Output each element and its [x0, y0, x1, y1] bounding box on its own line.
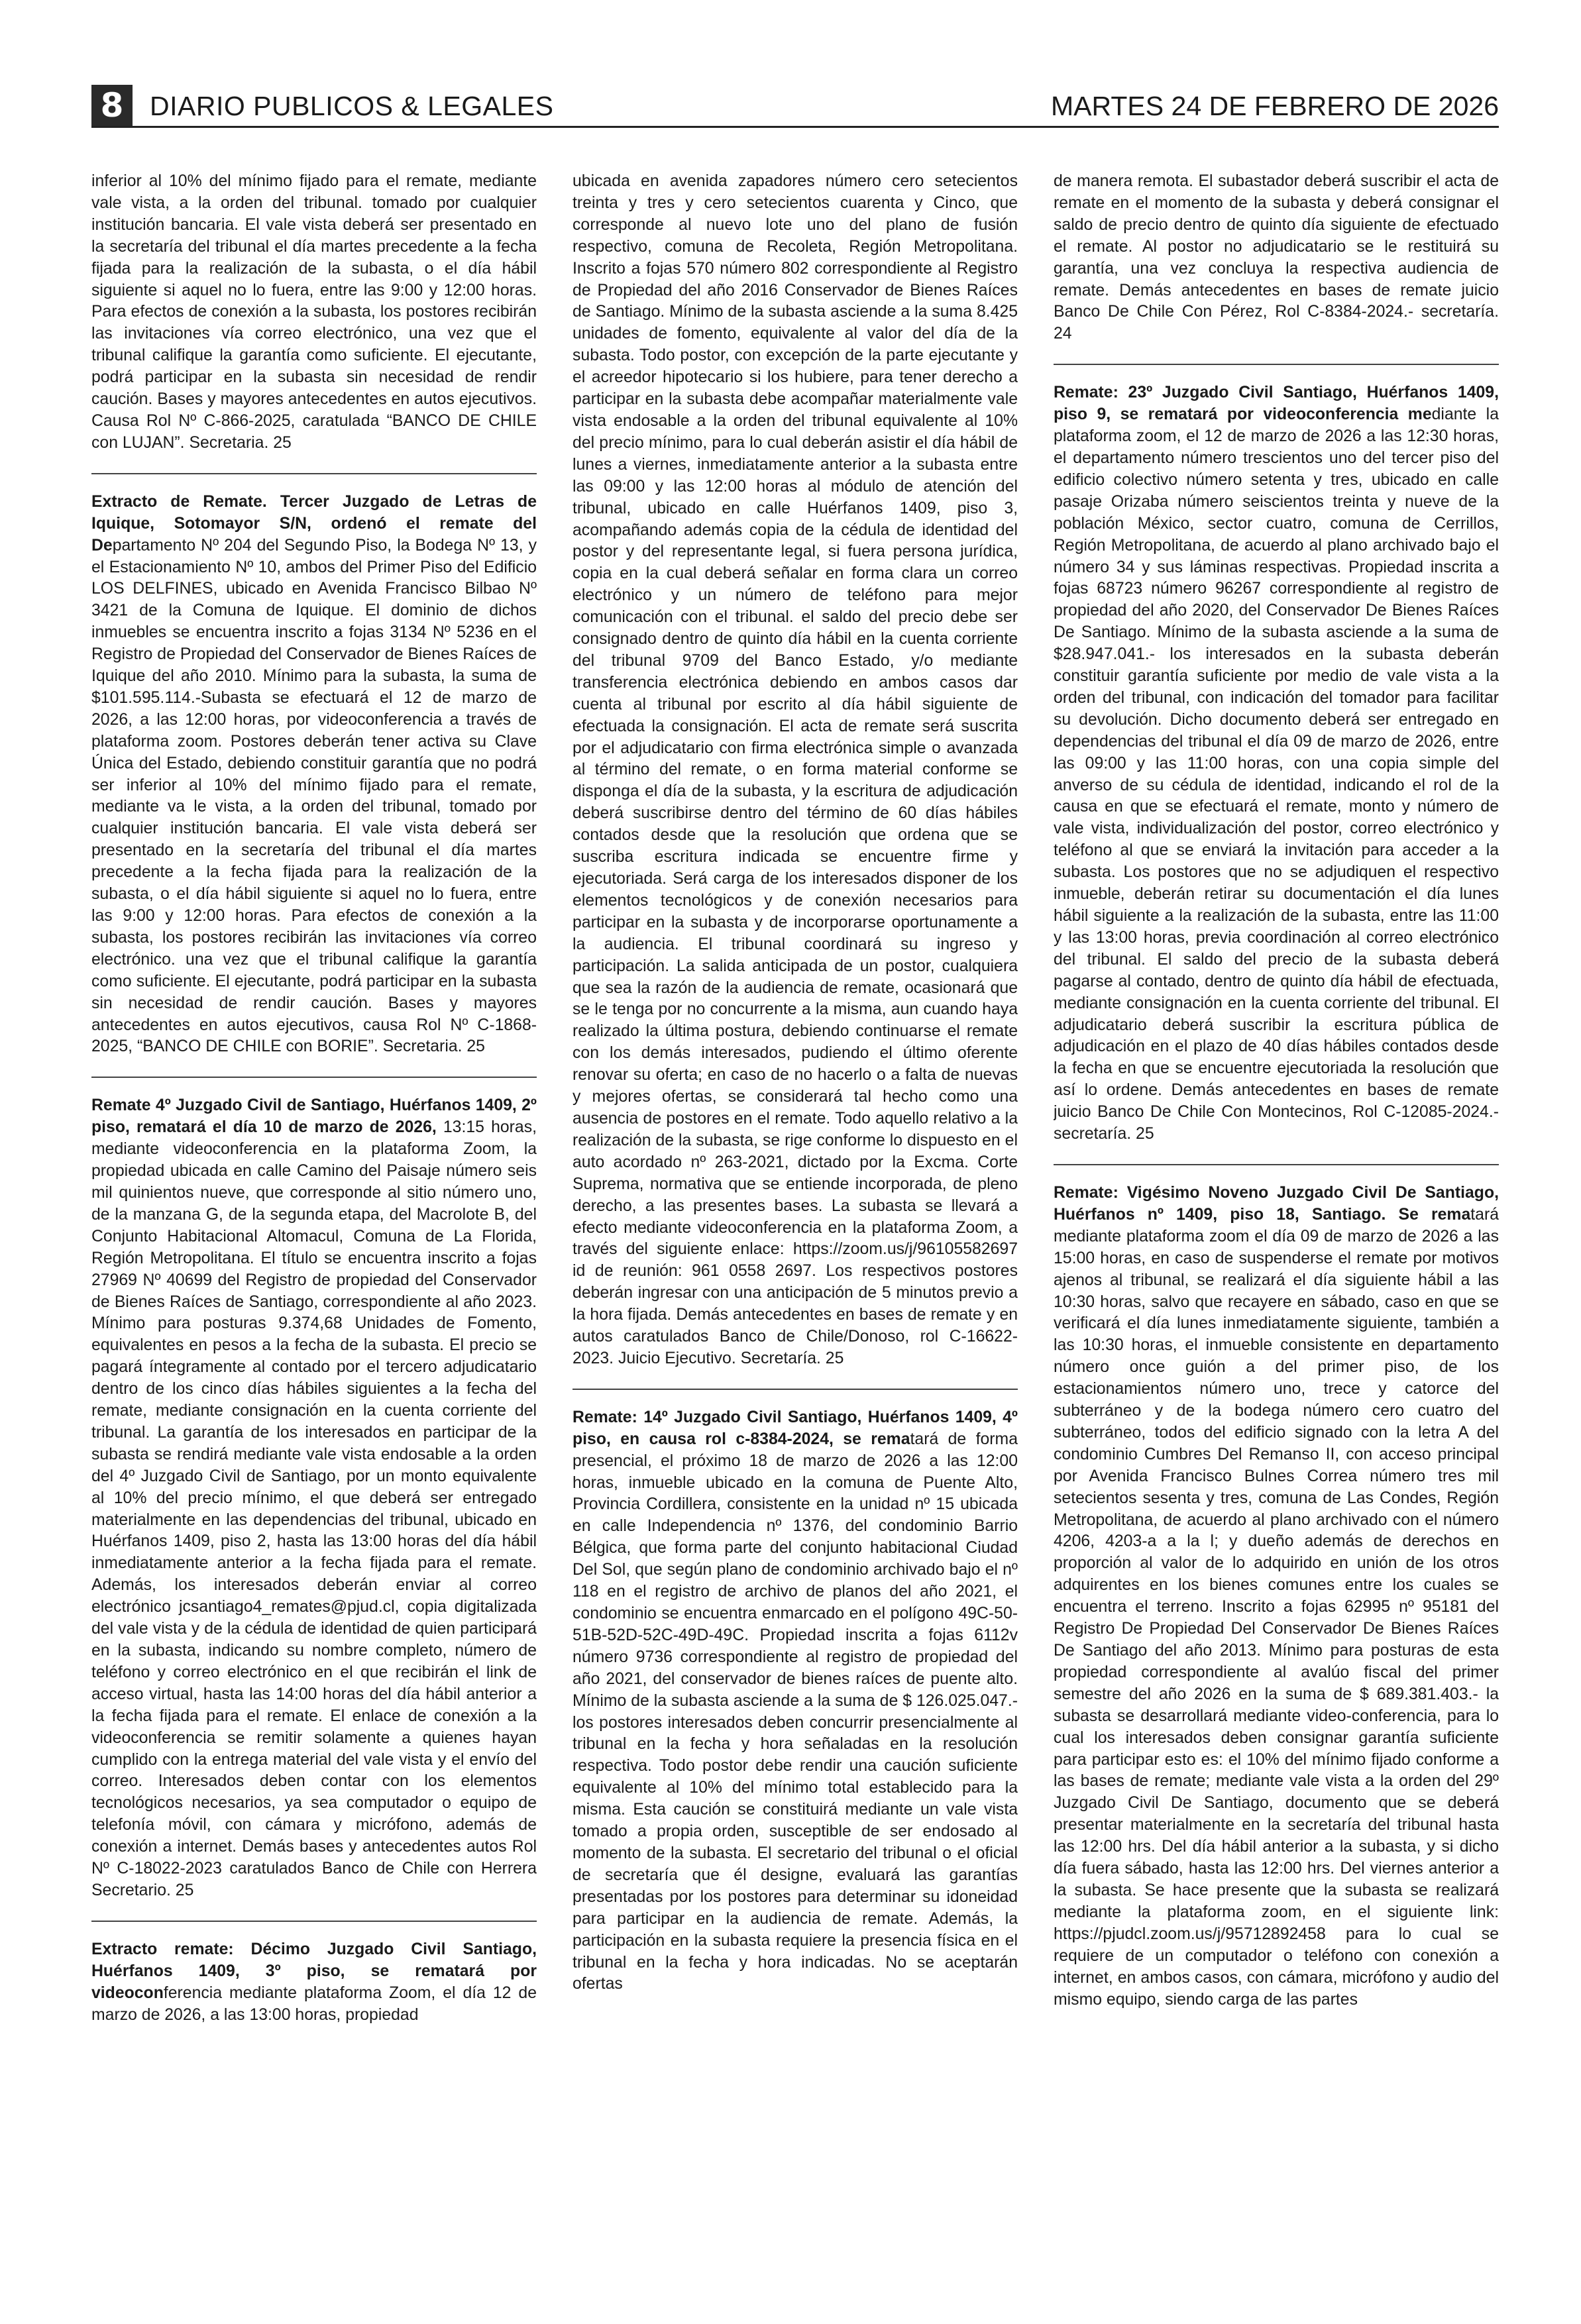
- notice-body: ferencia mediante plataforma Zoom, el día 12 de marzo de 2026, a las 13:00 horas, propiedad: [91, 1983, 537, 2024]
- notice-body: partamento Nº 204 del Segundo Piso, la Bodega Nº 13, y el Estacionamiento Nº 10, ambos del Primer Piso del Edificio LOS DELFINES, ubicado en Avenida Francisco Bilbao Nº 3421 de la Comuna de Iquique. El dominio de dichos inmuebles se encuentra inscrito a fojas 3134 Nº 5236 en el Registro de Propiedad del Conservador de Bienes Raíces de Iquique del año 2010. Mínimo para la subasta, la suma de $101.595.114.-Subasta se efectuará el 12 de marzo de 2026, a las 12:00 horas, por videoconferencia a través de plataforma zoom. Postores deberán tener activa su Clave Única del Estado, debiendo constituir garantía que no podrá ser inferior al 10% del mínimo fijado para el remate, mediante va le vista, a la orden del tribunal, tomado por cualquier institución bancaria. El vale vista deberá ser presentado en la secretaría del tribunal el día martes precedente a la fecha fijada para la realización de la subasta, o el día hábil siguiente si aquel no lo fuera, entre las 9:00 y 12:00 horas. Para efectos de conexión a la subasta, los postores recibirán las invitaciones vía correo electrónico. una vez que el tribunal califique la garantía como suficiente. El ejecutante, podrá participar en la subasta sin necesidad de rendir caución. Bases y mayores antecedentes en autos ejecutivos, causa Rol Nº C-1868-2025, “BANCO DE CHILE con BORIE”. Secretaria. 25: [91, 536, 537, 1056]
- notice-divider: [91, 1921, 537, 1922]
- notice-body: inferior al 10% del mínimo fijado para el remate, mediante vale vista, a la orden del tribunal. tomado por cualquier institución bancaria. El vale vista deberá ser presentado en la secretaría del tribunal el día martes precedente a la fecha fijada para la realización de la subasta, o el día hábil siguiente si aquel no lo fuera, entre las 9:00 y 12:00 horas. Para efectos de conexión a la subasta, los postores recibirán las invitaciones vía correo electrónico, una vez que el tribunal califique la garantía como suficiente. El ejecutante, podrá participar en la subasta sin necesidad de rendir caución. Bases y mayores antecedentes en autos ejecutivos. Causa Rol Nº C-866-2025, caratulada “BANCO DE CHILE con LUJAN”. Secretaria. 25: [91, 172, 537, 452]
- notice-body: tará de forma presencial, el próximo 18 de marzo de 2026 a las 12:00 horas, inmueble ubicado en la comuna de Puente Alto, Provincia Cordillera, consistente en la unidad nº 15 ubicada en calle Independencia nº 1376, del condominio Barrio Bélgica, que forma parte del conjunto habitacional Ciudad Del Sol, que según plano de condominio archivado bajo el nº 118 en el registro de archivo de planos del año 2021, el condominio se encuentra enmarcado en el polígono 49C-50-51B-52D-52C-49D-49C. Propiedad inscrita a fojas 6112v número 9736 correspondiente al registro de propiedad del año 2021, del conservador de bienes raíces de puente alto. Mínimo de la subasta asciende a la suma de $ 126.025.047.- los postores interesados deben concurrir presencialmente al tribunal en la fecha y hora señaladas en la resolución respectiva. Todo postor debe rendir una caución suficiente equivalente al 10% del mínimo total establecido para la misma. Esta caución se constituirá mediante un vale vista tomado a propia orden, susceptible de ser endosado al momento de la subasta. El secretario del tribunal o el oficial de secretaría que él designe, evaluará las garantías presentadas por los postores para determinar su idoneidad para participar en la audiencia de remate. Además, la participación en la subasta requiere la presencia física en el tribunal en la fecha y hora indicadas. No se aceptarán ofertas: [572, 1430, 1018, 1993]
- notice: [1054, 171, 1499, 345]
- notice-heading: Remate 4º Juzgado Civil de Santiago, Huérfanos 1409, 2º piso, rematará el día 10 de marzo de 2026,: [91, 1096, 537, 1137]
- notice-body: 13:15 horas, mediante videoconferencia en la plataforma Zoom, la propiedad ubicada en calle Camino del Paisaje número seis mil quinientos nueve, que corresponde al sitio número uno, de la manzana G, de la segunda etapa, del Macrolote B, del Conjunto Habitacional Altomacul, Comuna de La Florida, Región Metropolitana. El título se encuentra inscrito a fojas 27969 Nº 40699 del Registro de propiedad del Conservador de Bienes Raíces de Santiago, correspondiente al año 2023. Mínimo para posturas 9.374,68 Unidades de Fomento, equivalentes en pesos a la fecha de la subasta. El precio se pagará íntegramente al contado por el tercero adjudicatario dentro de los cinco días hábiles siguientes a la fecha del remate, mediante consignación en la cuenta corriente del tribunal. La garantía de los interesados en participar de la subasta se rendirá mediante vale vista endosable a la orden del 4º Juzgado Civil de Santiago, por un monto equivalente al 10% del precio mínimo, el que deberá ser entregado materialmente en las dependencias del tribunal, ubicado en Huérfanos 1409, piso 2, hasta las 13:00 horas del día hábil inmediatamente anterior a la fecha fijada para el remate. Además, los interesados deberán enviar al correo electrónico jcsantiago4_remates@pjud.cl, copia digitalizada del vale vista y de la cédula de identidad de quien participará en la subasta, indicando su nombre completo, número de teléfono y correo electrónico en el que recibirán el link de acceso virtual, hasta las 14:00 horas del día hábil anterior a la fecha fijada para el remate. El enlace de conexión a la videoconferencia se remitir solamente a quienes hayan cumplido con la entrega material del vale vista y el envío del correo. Interesados deben contar con los elementos tecnológicos necesarios, ya sea computador o equipo de telefonía móvil, con cámara y micrófono, además de conexión a internet. Demás bases y antecedentes autos Rol Nº C-18022-2023 caratulados Banco de Chile con Herrera Secretario. 25: [91, 1118, 537, 1899]
- notice-body: tará mediante plataforma zoom el día 09 de marzo de 2026 a las 15:00 horas, en caso de suspenderse el remate por motivos ajenos al tribunal, se realizará el día siguiente hábil a las 10:30 horas, salvo que recayere en sábado, caso en que se verificará el día lunes inmediatamente siguiente, también a las 10:30 horas, el inmueble consistente en departamento número once guión a del primer piso, de los estacionamientos número uno, trece y catorce del subterráneo y de la bodega número cero cuatro del subterráneo, todos del edificio signado con la letra A del condominio Cumbres Del Remanso II, con acceso principal por Avenida Francisco Bulnes Correa número tres mil setecientos sesenta y tres, comuna de Las Condes, Región Metropolitana, de acuerdo al plano archivado con el número 4206, 4203-a a la l; y dueño además de derechos en proporción al valor de lo adquirido en unión de los otros adquirentes en los bienes comunes entre los cuales se encuentra el terreno. Inscrito a fojas 62995 nº 95181 del Registro De Propiedad Del Conservador De Bienes Raíces De Santiago del año 2013. Mínimo para posturas de esta propiedad correspondiente al avalúo fiscal del primer semestre del año 2026 en la suma de $ 689.381.403.- la subasta se desarrollará mediante video-conferencia, para lo cual los interesados deben consignar garantía suficiente para participar esto es: el 10% del mínimo fijado conforme a las bases de remate; mediante vale vista a la orden del 29º Juzgado Civil De Santiago, documento que se deberá presentar materialmente en la secretaría del tribunal hasta las 12:00 hrs. Del día hábil anterior a la subasta, y si dicho día fuera sábado, hasta las 12:00 hrs. Del viernes anterior a la subasta. Se hace presente que la subasta se realizará mediante la plataforma zoom, en el siguiente link: https://pjudcl.zoom.us/j/95712892458 para lo cual se requiere de un computador o teléfono con conexión a internet, en ambos casos, con cámara, micrófono y audio del mismo equipo, siendo carga de las partes: [1054, 1205, 1499, 2009]
- page-number: 8: [91, 85, 133, 126]
- notice-divider: [572, 1389, 1018, 1390]
- publication-title: DIARIO PUBLICOS & LEGALES: [150, 91, 554, 121]
- notice-heading: Extracto de Remate. Tercer Juzgado de Letras de Iquique, Sotomayor S/N, ordenó el remate del De: [91, 492, 537, 555]
- page-header: [91, 85, 1499, 128]
- notice-divider: [1054, 1164, 1499, 1165]
- notice: [91, 171, 537, 454]
- notice-heading: Extracto remate: Décimo Juzgado Civil Santiago, Huérfanos 1409, 3º piso, se rematará por videocon: [91, 1940, 537, 2002]
- column-3: [1054, 171, 1499, 2278]
- notice: [1054, 1183, 1499, 2011]
- notice: [572, 1407, 1018, 1995]
- notice: [1054, 382, 1499, 1145]
- notice-divider: [91, 473, 537, 474]
- notice-divider: [91, 1077, 537, 1078]
- notice: [572, 171, 1018, 1370]
- issue-date: MARTES 24 DE FEBRERO DE 2026: [1051, 91, 1499, 121]
- notice-divider: [1054, 364, 1499, 365]
- notice-body: diante la plataforma zoom, el 12 de marzo de 2026 a las 12:30 horas, el departamento número trescientos uno del tercer piso del edificio colectivo número setenta y tres, ubicado en calle pasaje Orizaba número seiscientos treinta y nueve de la población México, sector cuatro, comuna de Cerrillos, Región Metropolitana, de acuerdo al plano archivado bajo el número 34 y sus láminas respectivas. Propiedad inscrita a fojas 68723 número 96267 correspondiente al registro de propiedad del año 2020, del Conservador De Bienes Raíces De Santiago. Mínimo de la subasta asciende a la suma de $28.947.041.- los interesados en la subasta deberán constituir garantía suficiente por medio de vale vista a la orden del tribunal, con indicación del tomador para facilitar su devolución. Dicho documento deberá ser entregado en dependencias del tribunal el día 09 de marzo de 2026, entre las 09:00 y las 11:00 horas, con una copia simple del anverso de su cédula de identidad, indicando el rol de la causa en que se efectuará el remate, monto y número de vale vista, individualización del postor, correo electrónico y teléfono al que se enviará la invitación para acceder a la subasta. Los postores que no se adjudiquen el respectivo inmueble, deberán retirar su documentación el día lunes hábil siguiente a la realización de la subasta, entre las 11:00 y las 13:00 horas, previa coordinación al correo electrónico del tribunal. El saldo del precio de la subasta deberá pagarse al contado, dentro de quinto día hábil de efectuada, mediante consignación en la cuenta corriente del tribunal. El adjudicatario deberá suscribir la escritura pública de adjudicación en el plazo de 40 días hábiles contados desde la fecha en que se encuentre ejecutoriada la resolución que así lo ordene. Demás antecedentes en bases de remate juicio Banco De Chile Con Montecinos, Rol C-12085-2024.- secretaría. 25: [1054, 405, 1499, 1143]
- notice-heading: Remate: 23º Juzgado Civil Santiago, Huérfanos 1409, piso 9, se rematará por videoconferencia me: [1054, 384, 1499, 424]
- notice-heading: Remate: Vigésimo Noveno Juzgado Civil De Santiago, Huérfanos nº 1409, piso 18, Santiago. Se rema: [1054, 1183, 1499, 1224]
- notice-body: de manera remota. El subastador deberá suscribir el acta de remate en el momento de la subasta y deberá consignar el saldo de precio dentro de quinto día siguiente de efectuado el remate. Al postor no adjudicatario se le restituirá su garantía, una vez concluya la respectiva audiencia de remate. Demás antecedentes en bases de remate juicio Banco De Chile Con Pérez, Rol C-8384-2024.- secretaría. 24: [1054, 172, 1499, 343]
- notice: [91, 1939, 537, 2027]
- notice-body: ubicada en avenida zapadores número cero setecientos treinta y tres y cero setecientos cuarenta y Cinco, que corresponde al nuevo lote uno del plano de fusión respectivo, comuna de Recoleta, Región Metropolitana. Inscrito a fojas 570 número 802 correspondiente al Registro de Propiedad del año 2016 Conservador de Bienes Raíces de Santiago. Mínimo de la subasta asciende a la suma 8.425 unidades de fomento, equivalente al valor del día de la subasta. Todo postor, con excepción de la parte ejecutante y el acreedor hipotecario si los hubiere, para tener derecho a participar en la subasta debe acompañar materialmente vale vista endosable a la orden del tribunal equivalente al 10% del precio mínimo, para lo cual deberán asistir el día hábil de lunes a viernes, inmediatamente anterior a la subasta entre las 09:00 y las 12:00 horas al módulo de atención del tribunal, ubicado en calle Huérfanos 1409, piso 3, acompañando además copia de la cédula de identidad del postor y del representante legal, si fuera persona jurídica, copia en la cual deberá señalar en forma clara un correo electrónico y un número de teléfono para mejor comunicación con el tribunal. el saldo del precio debe ser consignado dentro de quinto día hábil en la cuenta corriente del tribunal 9709 del Banco Estado, y/o mediante transferencia electrónica debiendo en ambos casos dar cuenta al tribunal por escrito al día hábil siguiente de efectuada la consignación. El acta de remate será suscrita por el adjudicatario con firma electrónica simple o avanzada al término del remate, o en forma material conforme se disponga el día de la subasta, y la escritura de adjudicación deberá suscribirse dentro del término de 60 días hábiles contados desde que la resolución que ordena que se suscriba escritura indicada se encuentre firme y ejecutoriada. Será carga de los interesados disponer de los elementos tecnológicos y de conexión necesarios para participar en la subasta y de incorporarse oportunamente a la audiencia. El tribunal coordinará su ingreso y participación. La salida anticipada de un postor, cualquiera que sea la razón de la audiencia de remate, ocasionará que se le tenga por no concurrente a la misma, aun cuando haya realizado la última postura, debiendo continuarse el remate con los demás interesados, pudiendo el último oferente renovar su oferta; en caso de no hacerlo o a falta de nuevas y mejores ofertas, se considerará tal hecho como una ausencia de postores en el remate. Todo aquello relativo a la realización de la subasta, se rige conforme lo dispuesto en el auto acordado nº 263-2021, dictado por la Excma. Corte Suprema, normativa que se entiende incorporada, de pleno derecho, a las presentes bases. La subasta se llevará a efecto mediante videoconferencia en la plataforma Zoom, a través del siguiente enlace: https://zoom.us/j/96105582697 id de reunión: 961 0558 2697. Los respectivos postores deberán ingresar con una anticipación de 5 minutos previo a la hora fijada. Demás antecedentes en bases de remate y en autos caratulados Banco de Chile/Donoso, rol C-16622-2023. Juicio Ejecutivo. Secretaría. 25: [572, 172, 1018, 1367]
- column-1: [91, 171, 537, 2278]
- notice: [91, 1095, 537, 1902]
- notice-heading: Remate: 14º Juzgado Civil Santiago, Huérfanos 1409, 4º piso, en causa rol c-8384-2024, se rema: [572, 1408, 1018, 1448]
- notice: [91, 492, 537, 1059]
- column-2: [572, 171, 1018, 2278]
